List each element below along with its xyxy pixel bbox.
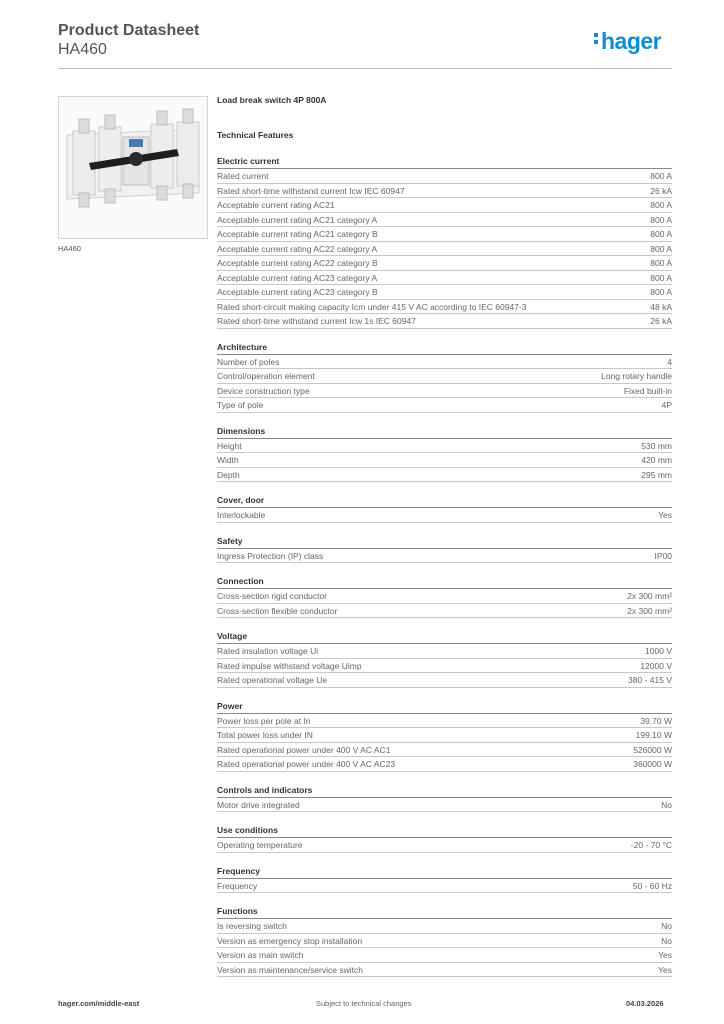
spec-row (217, 948, 672, 963)
footer-website: hager.com/middle-east (58, 999, 140, 1008)
spec-row (217, 919, 672, 934)
spec-label: Rated operational voltage Ue (217, 675, 328, 685)
spec-row (217, 369, 672, 384)
group-title: Cover, door (217, 494, 672, 508)
group-title: Connection (217, 575, 672, 589)
spec-value: 800 A (650, 171, 672, 181)
spec-value: 50 - 60 Hz (632, 880, 672, 891)
spec-row (217, 468, 672, 483)
feature-group (217, 700, 672, 772)
spec-row (217, 285, 672, 300)
datasheet-content (217, 95, 672, 977)
spec-row (217, 508, 672, 523)
spec-value: 2x 300 mm² (627, 591, 672, 601)
spec-row (217, 169, 672, 184)
group-title: Functions (217, 905, 672, 919)
load-break-switch-picture (59, 97, 207, 238)
spec-label: Acceptable current rating AC22 category A (217, 243, 378, 254)
feature-group (217, 535, 672, 564)
spec-value: 199.10 W (635, 730, 672, 740)
logo-text: hager (601, 28, 662, 54)
spec-value: 1000 V (645, 646, 672, 656)
header-divider (58, 68, 672, 69)
spec-value: IP00 (654, 550, 672, 561)
spec-row (217, 589, 672, 604)
spec-row (217, 271, 672, 286)
spec-label: Type of pole (217, 400, 264, 410)
footer-disclaimer: Subject to technical changes (316, 999, 412, 1008)
spec-label: Rated operational power under 400 V AC AC23 (217, 759, 396, 769)
spec-row (217, 227, 672, 242)
feature-group (217, 905, 672, 977)
spec-value: 39.70 W (640, 715, 672, 726)
group-title: Power (217, 700, 672, 714)
spec-row (217, 453, 672, 468)
spec-label: Rated operational power under 400 V AC AC1 (217, 744, 391, 755)
spec-row (217, 743, 672, 758)
spec-row (217, 798, 672, 813)
spec-value: -20 - 70 °C (630, 840, 672, 850)
feature-group (217, 630, 672, 688)
spec-label: Rated current (217, 171, 269, 181)
logo-dots-icon (594, 30, 598, 47)
spec-label: Acceptable current rating AC23 category A (217, 272, 378, 283)
product-name: Load break switch 4P 800A (217, 95, 327, 105)
spec-label: Acceptable current rating AC22 category B (217, 258, 378, 268)
spec-row (217, 439, 672, 454)
spec-value: 26 kA (650, 185, 672, 196)
spec-row (217, 644, 672, 659)
spec-value: No (661, 921, 672, 931)
spec-label: Ingress Protection (IP) class (217, 550, 324, 561)
group-title: Controls and indicators (217, 784, 672, 798)
spec-label: Power loss per pole at In (217, 715, 311, 726)
spec-label: Interlockable (217, 510, 266, 520)
spec-row (217, 728, 672, 743)
spec-label: Frequency (217, 880, 258, 891)
feature-groups (217, 155, 672, 977)
spec-label: Number of poles (217, 356, 280, 367)
spec-label: Acceptable current rating AC21 category B (217, 229, 378, 239)
spec-label: Control/operation element (217, 371, 315, 381)
spec-value: 800 A (650, 258, 672, 268)
spec-value: 800 A (650, 229, 672, 239)
spec-label: Is reversing switch (217, 921, 287, 931)
spec-label: Acceptable current rating AC21 category A (217, 214, 378, 225)
spec-label: Version as emergency stop installation (217, 935, 363, 946)
spec-row (217, 757, 672, 772)
spec-label: Rated short-time withstand current Icw 1s IEC 60947 (217, 316, 416, 326)
spec-value: 800 A (650, 287, 672, 297)
feature-group (217, 784, 672, 813)
header (58, 21, 199, 59)
spec-row (217, 213, 672, 228)
spec-row (217, 714, 672, 729)
spec-row (217, 355, 672, 370)
spec-label: Rated short-time withstand current Icw IEC 60947 (217, 185, 405, 196)
spec-value: 800 A (650, 200, 672, 210)
spec-value: 48 kA (650, 301, 672, 312)
spec-value: Fixed built-in (623, 385, 672, 396)
spec-value: Yes (658, 510, 672, 520)
group-title: Architecture (217, 341, 672, 355)
spec-value: 800 A (650, 243, 672, 254)
spec-value: 295 mm (641, 469, 672, 480)
feature-group (217, 341, 672, 413)
spec-value: 800 A (650, 214, 672, 225)
spec-label: Total power loss under IN (217, 730, 313, 740)
spec-value: 530 mm (641, 440, 672, 451)
spec-row (217, 314, 672, 329)
spec-row (217, 838, 672, 853)
spec-value: 360000 W (633, 759, 672, 769)
page-title: Product Datasheet (58, 22, 200, 39)
spec-value: 2x 300 mm² (627, 605, 672, 616)
feature-group (217, 575, 672, 618)
spec-row (217, 256, 672, 271)
spec-value: Yes (658, 950, 672, 960)
feature-group (217, 425, 672, 483)
footer-date: 04.03.2026 (626, 999, 664, 1008)
spec-value: Long rotary handle (601, 371, 672, 381)
spec-value: 420 mm (641, 455, 672, 465)
spec-label: Motor drive integrated (217, 799, 300, 810)
spec-row (217, 934, 672, 949)
spec-label: Device construction type (217, 385, 310, 396)
technical-features-title: Technical Features (217, 130, 294, 140)
feature-group (217, 155, 672, 329)
spec-row (217, 604, 672, 619)
spec-value: 4P (661, 400, 672, 410)
spec-label: Acceptable current rating AC21 (217, 200, 335, 210)
spec-label: Rated insulation voltage Ui (217, 646, 319, 656)
spec-value: 26 kA (650, 316, 672, 326)
spec-label: Rated impulse withstand voltage Uimp (217, 660, 362, 671)
group-title: Safety (217, 535, 672, 549)
product-code: HA460 (58, 41, 107, 58)
spec-value: 800 A (650, 272, 672, 283)
spec-row (217, 198, 672, 213)
group-title: Frequency (217, 865, 672, 879)
spec-row (217, 242, 672, 257)
spec-row (217, 963, 672, 978)
group-title: Voltage (217, 630, 672, 644)
group-title: Use conditions (217, 824, 672, 838)
spec-label: Acceptable current rating AC23 category B (217, 287, 378, 297)
spec-label: Cross-section rigid conductor (217, 591, 328, 601)
feature-group (217, 865, 672, 894)
spec-value: No (661, 935, 672, 946)
image-caption: HA460 (58, 244, 81, 253)
group-title: Dimensions (217, 425, 672, 439)
spec-row (217, 673, 672, 688)
spec-label: Height (217, 440, 242, 451)
spec-value: 380 - 415 V (628, 675, 672, 685)
hager-logo (594, 28, 661, 55)
spec-label: Cross-section flexible conductor (217, 605, 338, 616)
spec-value: No (661, 799, 672, 810)
spec-label: Version as maintenance/service switch (217, 964, 363, 975)
spec-value: 4 (667, 356, 672, 367)
spec-label: Depth (217, 469, 240, 480)
spec-row (217, 398, 672, 413)
group-title: Electric current (217, 155, 672, 169)
product-image (58, 96, 208, 239)
spec-value: Yes (658, 964, 672, 975)
spec-value: 526000 W (633, 744, 672, 755)
spec-label: Operating temperature (217, 840, 303, 850)
spec-row (217, 659, 672, 674)
feature-group (217, 494, 672, 523)
spec-label: Width (217, 455, 239, 465)
spec-row (217, 300, 672, 315)
spec-label: Version as main switch (217, 950, 304, 960)
spec-row (217, 384, 672, 399)
spec-label: Rated short-circuit making capacity Icm under 415 V AC according to IEC 60947-3 (217, 301, 527, 312)
spec-row (217, 184, 672, 199)
spec-value: 12000 V (640, 660, 672, 671)
spec-row (217, 549, 672, 564)
spec-row (217, 879, 672, 894)
feature-group (217, 824, 672, 853)
